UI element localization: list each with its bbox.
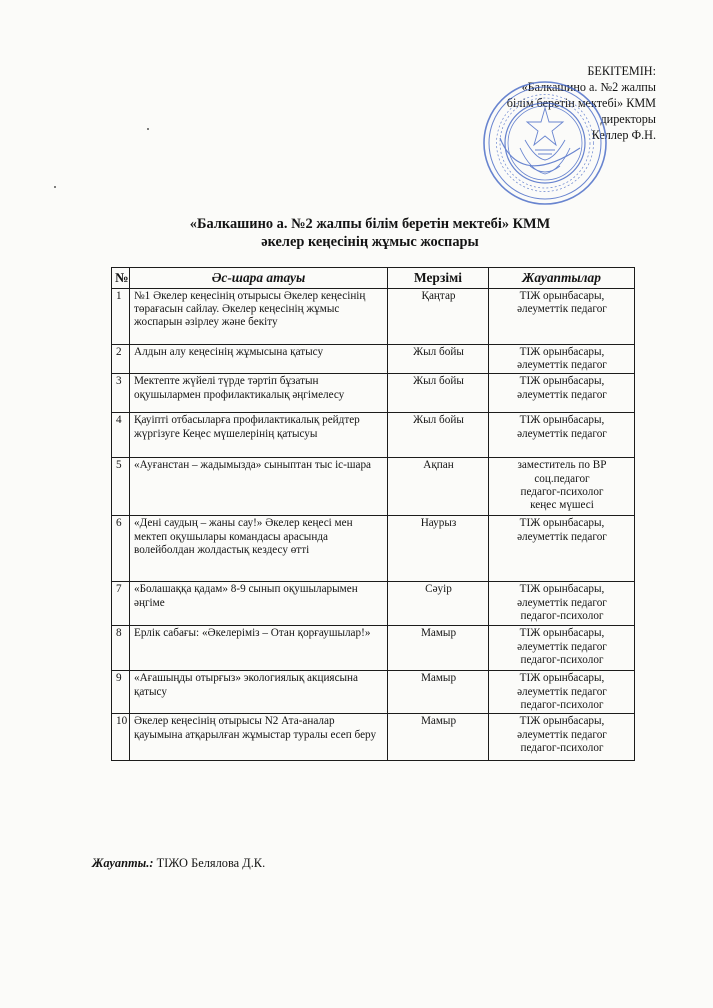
responsible-line: соц.педагог [534, 472, 590, 485]
responsible-line: ТІЖ орынбасары, [519, 414, 605, 427]
approval-line: «Балкашино а. №2 жалпы [521, 80, 656, 94]
responsible-line: ТІЖ орынбасары, [519, 346, 605, 358]
row-number: 8 [112, 626, 130, 671]
table-row [112, 516, 635, 582]
responsible-line: әлеуметтік педагог [517, 359, 607, 372]
responsible-person [92, 856, 265, 871]
row-event-title: «Дені саудың – жаны сау!» Әкелер кеңесі мен мектеп оқушылары командасы арасында волейболдан жолдастық кездесу өтті [130, 516, 388, 582]
plan-table [111, 267, 635, 761]
row-number: 10 [112, 714, 130, 761]
row-event-title: «Болашаққа қадам» 8-9 сынып оқушыларымен әңгіме [130, 582, 388, 626]
responsible-line: әлеуметтік педагог [517, 596, 607, 609]
row-deadline: Жыл бойы [388, 374, 489, 413]
row-number: 9 [112, 671, 130, 714]
responsible-line: әлеуметтік педагог [517, 303, 607, 316]
row-deadline: Жыл бойы [388, 345, 489, 374]
row-deadline: Сәуір [388, 582, 489, 626]
row-responsible [489, 345, 635, 374]
responsible-line: педагог-психолог [520, 698, 604, 711]
row-deadline: Мамыр [388, 626, 489, 671]
responsible-line: ТІЖ орынбасары, [519, 290, 605, 302]
approval-heading: БЕКІТЕМІН: [587, 64, 656, 78]
table-row [112, 714, 635, 761]
responsible-line: ТІЖ орынбасары, [519, 375, 605, 388]
row-deadline: Мамыр [388, 671, 489, 714]
title-line-2: әкелер кеңесінің жұмыс жоспары [261, 234, 479, 250]
row-responsible [489, 714, 635, 761]
responsible-line: педагог-психолог [520, 485, 604, 498]
responsible-name: ТІЖО Белялова Д.К. [156, 856, 266, 870]
header-deadline: Мерзімі [388, 268, 489, 289]
row-responsible [489, 289, 635, 345]
row-number: 2 [112, 345, 130, 374]
row-event-title: №1 Әкелер кеңесінің отырысы Әкелер кеңесінің төрағасын сайлау. Әкелер кеңесінің жұмыс жоспарын әзірлеу және бекіту [130, 289, 388, 345]
row-responsible [489, 626, 635, 671]
row-number: 6 [112, 516, 130, 582]
row-number: 5 [112, 458, 130, 516]
header-number: № [112, 268, 130, 289]
responsible-line: педагог-психолог [520, 653, 604, 666]
responsible-line: ТІЖ орынбасары, [519, 715, 605, 728]
responsible-line: әлеуметтік педагог [517, 640, 607, 653]
row-responsible [489, 516, 635, 582]
table-row [112, 413, 635, 458]
table-row [112, 289, 635, 345]
responsible-line: әлеуметтік педагог [517, 728, 607, 741]
responsible-line: әлеуметтік педагог [517, 685, 607, 698]
row-event-title: «Ағашыңды отырғыз» экологиялық акциясына қатысу [130, 671, 388, 714]
responsible-line: әлеуметтік педагог [517, 530, 607, 543]
header-event-title: Әс-шара атауы [130, 268, 388, 289]
header-responsible: Жауаптылар [489, 268, 635, 289]
row-event-title: Әкелер кеңесінің отырысы N2 Ата-аналар қауымына атқарылған жұмыстар туралы есеп беру [130, 714, 388, 761]
row-event-title: Қауіпті отбасыларға профилактикалық рейдтер жүргізуге Кеңес мүшелерінің қатысуы [130, 413, 388, 458]
responsible-label: Жауапты.: [92, 856, 154, 870]
row-number: 4 [112, 413, 130, 458]
responsible-line: ТІЖ орынбасары, [519, 672, 605, 685]
row-event-title: Алдын алу кеңесінің жұмысына қатысу [130, 345, 388, 374]
row-event-title: «Ауғанстан – жадымызда» сыныптан тыс іс-шара [130, 458, 388, 516]
row-responsible [489, 458, 635, 516]
row-deadline: Қаңтар [388, 289, 489, 345]
approval-block [386, 63, 656, 143]
row-deadline: Наурыз [388, 516, 489, 582]
responsible-line: педагог-психолог [520, 609, 604, 622]
row-deadline: Жыл бойы [388, 413, 489, 458]
row-responsible [489, 671, 635, 714]
responsible-line: әлеуметтік педагог [517, 427, 607, 440]
responsible-line: педагог-психолог [520, 741, 604, 754]
responsible-line: ТІЖ орынбасары, [519, 517, 605, 530]
row-number: 1 [112, 289, 130, 345]
table-row [112, 374, 635, 413]
responsible-line: әлеуметтік педагог [517, 388, 607, 401]
scan-speck [147, 128, 149, 130]
responsible-line: заместитель по ВР [517, 459, 607, 472]
approval-line: білім беретін мектебі» КММ [506, 96, 656, 110]
row-number: 7 [112, 582, 130, 626]
row-deadline: Ақпан [388, 458, 489, 516]
row-event-title: Мектепте жүйелі түрде тәртіп бұзатын оқушылармен профилактикалық әңгімелесу [130, 374, 388, 413]
table-row [112, 458, 635, 516]
table-row [112, 671, 635, 714]
approval-line: директоры [600, 112, 656, 126]
table-body [112, 289, 635, 761]
table-row [112, 582, 635, 626]
table-header-row [112, 268, 635, 289]
responsible-line: ТІЖ орынбасары, [519, 627, 605, 640]
approval-line: Келлер Ф.Н. [591, 128, 656, 142]
row-event-title: Ерлік сабағы: «Әкелеріміз – Отан қорғаушылар!» [130, 626, 388, 671]
responsible-line: ТІЖ орынбасары, [519, 583, 605, 596]
table-row [112, 626, 635, 671]
table-row [112, 345, 635, 374]
row-responsible [489, 413, 635, 458]
row-responsible [489, 374, 635, 413]
scan-speck [54, 186, 56, 188]
row-deadline: Мамыр [388, 714, 489, 761]
responsible-line: кеңес мүшесі [530, 499, 594, 512]
title-line-1: «Балкашино а. №2 жалпы білім беретін мектебі» КММ [189, 216, 551, 232]
row-responsible [489, 582, 635, 626]
row-number: 3 [112, 374, 130, 413]
document-title [100, 215, 640, 251]
